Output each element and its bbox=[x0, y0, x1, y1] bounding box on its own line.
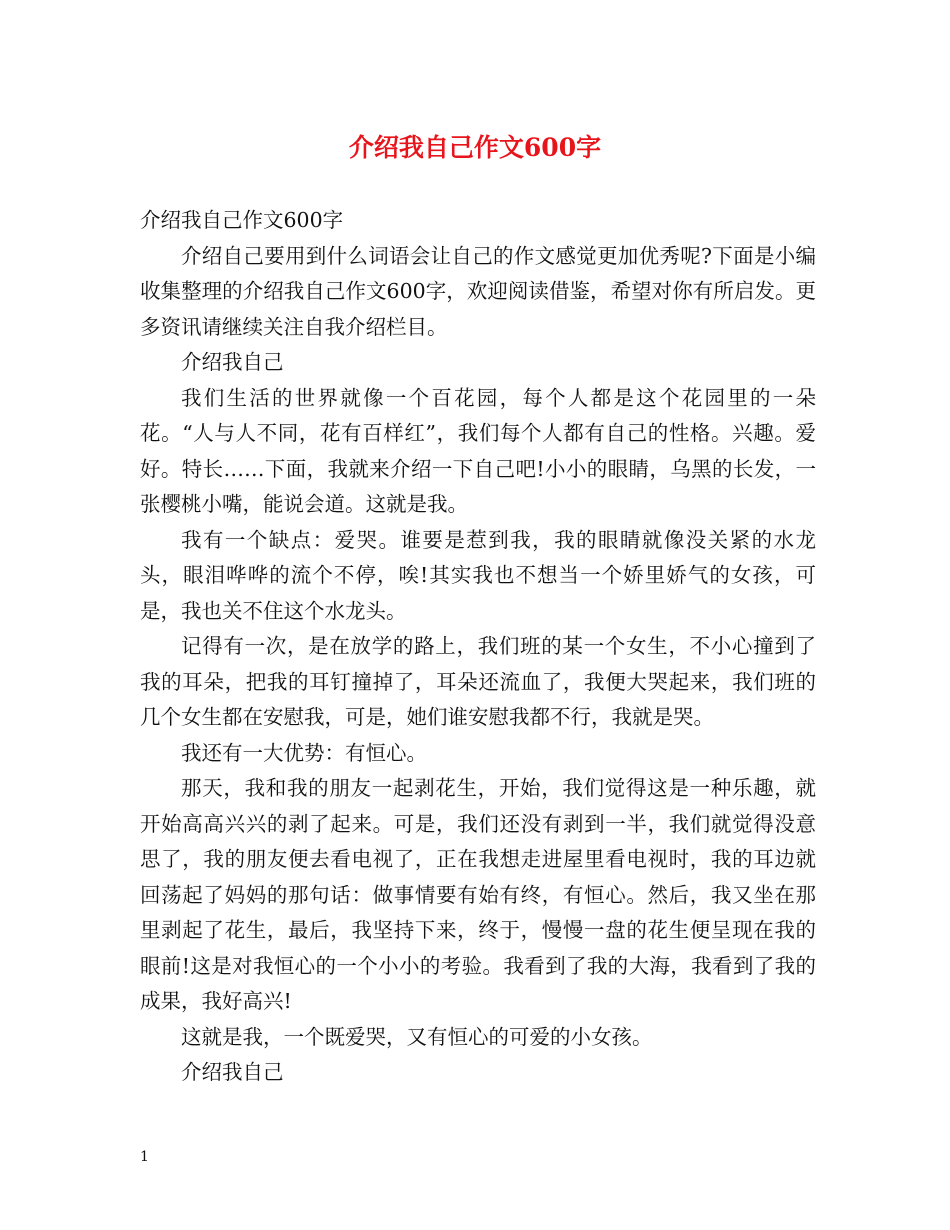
paragraph-subtitle: 介绍我自己作文600字 bbox=[140, 208, 344, 232]
document-body bbox=[140, 203, 816, 1091]
paragraph: 我还有一大优势：有恒心。 bbox=[181, 740, 427, 765]
paragraph: 这就是我，一个既爱哭，又有恒心的可爱的小女孩。 bbox=[181, 1024, 653, 1049]
paragraph: 我有一个缺点：爱哭。谁要是惹到我，我的眼睛就像没关紧的水龙头，眼泪哗哗的流个不停，唉!其实我也不想当一个娇里娇气的女孩，可是，我也关不住这个水龙头。 bbox=[140, 527, 816, 623]
paragraph-intro: 介绍自己要用到什么词语会让自己的作文感觉更加优秀呢?下面是小编收集整理的介绍我自己作文600字，欢迎阅读借鉴，希望对你有所启发。更多资讯请继续关注自我介绍栏目。 bbox=[140, 243, 816, 339]
paragraph-heading: 介绍我自己 bbox=[181, 350, 284, 374]
paragraph: 我们生活的世界就像一个百花园，每个人都是这个花园里的一朵花。“人与人不同，花有百样红”，我们每个人都有自己的性格。兴趣。爱好。特长……下面，我就来介绍一下自己吧!小小的眼睛，乌黑的长发，一张樱桃小嘴，能说会道。这就是我。 bbox=[140, 385, 816, 516]
paragraph-heading: 介绍我自己 bbox=[181, 1060, 284, 1084]
document-title: 介绍我自己作文600字 bbox=[348, 133, 602, 162]
paragraph: 那天，我和我的朋友一起剥花生，开始，我们觉得这是一种乐趣，就开始高高兴兴的剥了起来。可是，我们还没有剥到一半，我们就觉得没意思了，我的朋友便去看电视了，正在我想走进屋里看电视时，我的耳边就回荡起了妈妈的那句话：做事情要有始有终，有恒心。然后，我又坐在那里剥起了花生，最后，我坚持下来，终于，慢慢一盘的花生便呈现在我的眼前!这是对我恒心的一个小小的考验。我看到了我的大海，我看到了我的成果，我好高兴! bbox=[140, 776, 816, 1013]
paragraph: 记得有一次，是在放学的路上，我们班的某一个女生，不小心撞到了我的耳朵，把我的耳钉撞掉了，耳朵还流血了，我便大哭起来，我们班的几个女生都在安慰我，可是，她们谁安慰我都不行，我就是哭。 bbox=[140, 634, 816, 729]
page-number: 1 bbox=[140, 1149, 149, 1165]
